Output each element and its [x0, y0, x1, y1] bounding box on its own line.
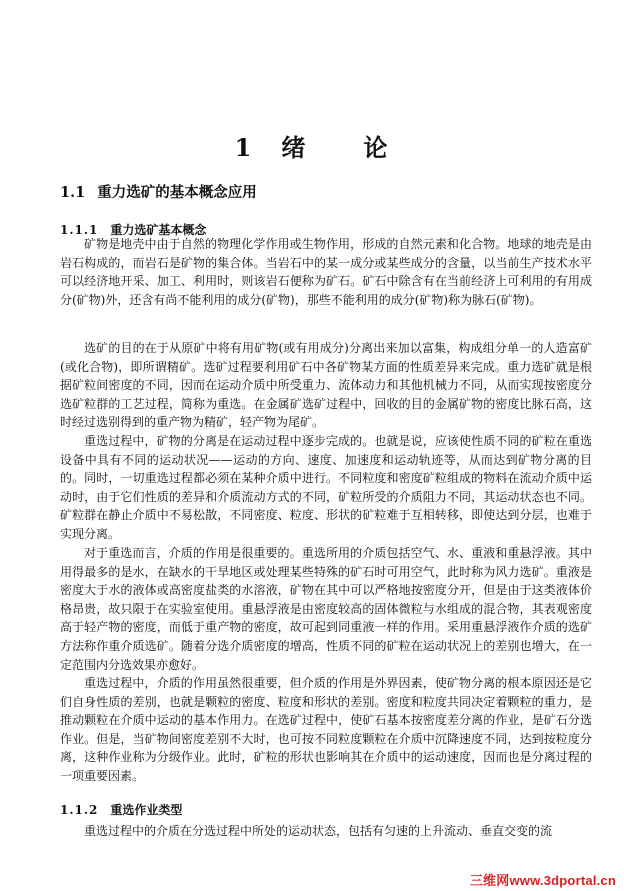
subsection-number: 1.1.2 — [60, 803, 99, 817]
paragraph-1: 矿物是地壳中由于自然的物理化学作用或生物作用，形成的自然元素和化合物。地球的地壳是由岩石构成的，而岩石是矿物的集合体。当岩石中的某一成分或某些成分的含量，以当前生产技术水平可以经济地开采、加工、利用时，则该岩石便称为矿石。矿石中除含有在当前经济上可利用的有用成分(矿物)外，还含有尚不能利用的成分(矿物)，那些不能利用的成分(矿物)称为脉石(矿物)。 — [60, 237, 592, 307]
chapter-number: 1 — [234, 133, 254, 162]
chapter-title-part1: 绪 — [281, 133, 308, 162]
section-number: 1.1 — [60, 184, 86, 201]
section-heading — [60, 181, 257, 202]
chapter-title — [0, 128, 624, 163]
chapter-title-part2: 论 — [363, 133, 390, 162]
paragraph-6: 重选过程中的介质在分选过程中所处的运动状态，包括有匀速的上升流动、垂直交变的流 — [84, 824, 553, 838]
paragraph-4: 对于重选而言，介质的作用是很重要的。重选所用的介质包括空气、水、重液和重悬浮液。其中用得最多的是水，在缺水的干旱地区或处理某些特殊的矿石时可用空气，此时称为风力选矿。重液是密度大于水的液体或高密度盐类的水溶液，矿物在其中可以严格地按密度分开，但是由于这类液体价格昂贵，故只限于在实验室使用。重悬浮液是由密度较高的固体微粒与水组成的混合物，其表观密度高于轻产物的密度，而低于重产物的密度，故可起到同重液一样的作用。采用重悬浮液作介质的选矿方法称作重介质选矿。随着分选介质密度的增高，性质不同的矿粒在运动状况上的差别也增大，在一定范围内分选效果亦愈好。 — [60, 546, 592, 672]
watermark-text: 三维网www.3dportal.cn — [469, 873, 616, 888]
paragraph-2: 选矿的目的在于从原矿中将有用矿物(或有用成分)分离出来加以富集，构成组分单一的人造富矿(或化合物)，即所谓精矿。选矿过程要利用矿石中各矿物某方面的性质差异来完成。重力选矿就是根据矿粒间密度的不同，因而在运动介质中所受重力、流体动力和其他机械力不同，从而实现按密度分选矿粒群的工艺过程，简称为重选。在金属矿选矿过程中，回收的目的金属矿物的密度比脉石高，这时经过选别得到的重产物为精矿，轻产物为尾矿。 — [60, 341, 592, 430]
paragraph-3: 重选过程中，矿物的分离是在运动过程中逐步完成的。也就是说，应该使性质不同的矿粒在重选设备中具有不同的运动状况——运动的方向、速度、加速度和运动轨迹等，从而达到矿物分离的目的。同时，一切重选过程都必须在某种介质中进行。不同粒度和密度矿粒组成的物料在流动介质中运动时，由于它们性质的差异和介质流动方式的不同，矿粒所受的介质阻力不同，其运动状态也不同。矿粒群在静止介质中不易松散，不同密度、粒度、形状的矿粒难于互相转移，即使达到分层，也难于实现分离。 — [60, 434, 592, 541]
paragraph-5: 重选过程中，介质的作用虽然很重要，但介质的作用是外界因素，使矿物分离的根本原因还是它们自身性质的差别，也就是颗粒的密度、粒度和形状的差别。密度和粒度共同决定着颗粒的重力，是推动颗粒在介质中运动的基本作用力。在选矿过程中，使矿石基本按密度差分离的作业，是矿石分选作业。但是，当矿物间密度差别不大时，也可按不同粒度颗粒在介质中沉降速度不同，达到按粒度分离，这种作业称为分级作业。此时，矿粒的形状也影响其在介质中的运动速度，因而也是分离过程的一项重要因素。 — [60, 676, 592, 783]
subsection-title: 重选作业类型 — [110, 803, 183, 817]
subsection-title: 重力选矿基本概念 — [110, 223, 207, 237]
section-title: 重力选矿的基本概念应用 — [97, 184, 257, 201]
subsection-heading-2 — [60, 801, 182, 818]
subsection-number: 1.1.1 — [60, 223, 99, 237]
